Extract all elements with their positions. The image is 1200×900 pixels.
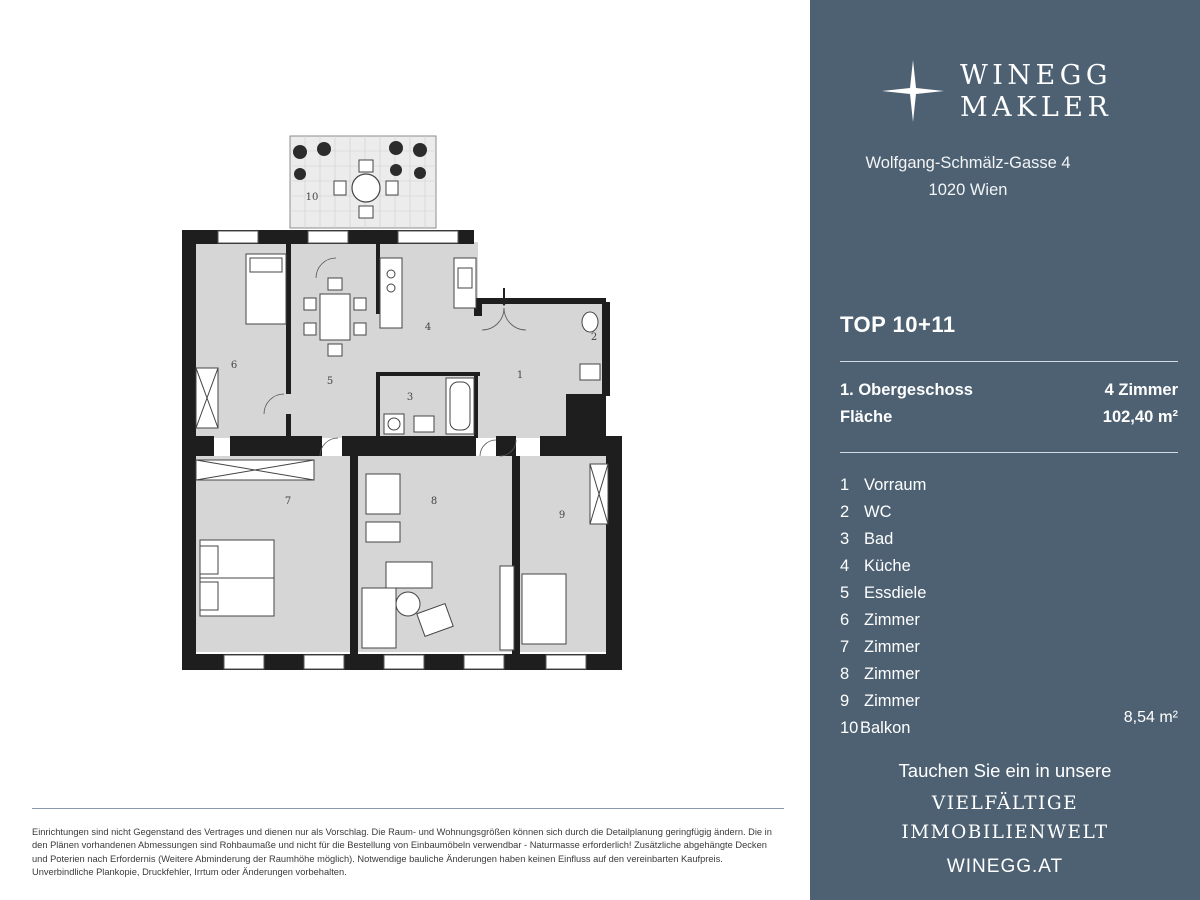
room-number: 5 — [840, 584, 850, 602]
list-item — [840, 709, 1178, 744]
room-name: Zimmer — [864, 692, 920, 710]
property-address — [810, 150, 1126, 204]
area-label: Fläche — [840, 408, 893, 426]
plan-label-8: 8 — [430, 496, 438, 507]
floor-label: 1. Obergeschoss — [840, 381, 973, 399]
info-panel — [810, 0, 1200, 900]
list-item — [840, 582, 1178, 609]
brand-name-line2: MAKLER — [960, 92, 1113, 123]
room-name: Zimmer — [864, 638, 920, 656]
room-number: 2 — [840, 503, 850, 521]
room-number: 1 — [840, 476, 850, 494]
star-icon — [882, 60, 944, 122]
room-list — [840, 474, 1178, 744]
room-name: Essdiele — [864, 584, 927, 602]
room-name: Bad — [864, 530, 894, 548]
address-street: Wolfgang-Schmälz-Gasse 4 — [865, 154, 1071, 172]
promo-headline — [810, 789, 1200, 847]
plan-label-10: 10 — [305, 192, 319, 203]
plan-label-5: 5 — [326, 376, 334, 387]
room-number: 10 — [840, 719, 859, 737]
plan-label-4: 4 — [424, 322, 432, 333]
floor-row — [840, 381, 1178, 400]
divider — [840, 452, 1178, 453]
room-number: 7 — [840, 638, 850, 656]
list-item — [840, 528, 1178, 555]
promo-line: Tauchen Sie ein in unsere — [898, 760, 1112, 781]
list-item — [840, 663, 1178, 690]
plan-label-7: 7 — [284, 496, 292, 507]
website-link[interactable]: WINEGG.AT — [946, 856, 1064, 877]
address-city: 1020 Wien — [928, 181, 1008, 199]
room-name: Küche — [864, 557, 911, 575]
plan-label-3: 3 — [406, 392, 414, 403]
room-name: Zimmer — [864, 611, 920, 629]
promo-headline-line2: IMMOBILIENWELT — [901, 822, 1109, 843]
list-item — [840, 474, 1178, 501]
divider — [840, 361, 1178, 362]
room-name: Zimmer — [864, 665, 920, 683]
footer-divider — [32, 808, 784, 809]
area-row — [840, 408, 1178, 427]
balcony — [290, 136, 436, 228]
list-item — [840, 555, 1178, 582]
promo-headline-line1: VIELFÄLTIGE — [931, 793, 1079, 814]
brand-name-line1: WINEGG — [960, 60, 1112, 91]
area-value: 102,40 m² — [1102, 408, 1178, 426]
plan-label-1: 1 — [516, 370, 524, 381]
floor-plan — [170, 118, 650, 688]
room-number: 6 — [840, 611, 850, 629]
rooms-count: 4 Zimmer — [1104, 381, 1178, 399]
room-number: 3 — [840, 530, 850, 548]
plan-label-9: 9 — [558, 510, 566, 521]
list-item — [840, 609, 1178, 636]
room-number: 9 — [840, 692, 850, 710]
brand-logo — [882, 58, 1142, 128]
list-item — [840, 501, 1178, 528]
balcony-area: 8,54 m² — [1123, 709, 1178, 726]
plan-label-6: 6 — [230, 360, 238, 371]
room-number: 4 — [840, 557, 850, 575]
list-item — [840, 636, 1178, 663]
disclaimer-text: Einrichtungen sind nicht Gegenstand des Vertrages und dienen nur als Vorschlag. Die Raum- und Wohnungsgrößen können sich durch die Detailplanung geringfügig ändern. Die in den Plänen vorhandenen Abmessungen sind Rohbaumaße und nicht für die Bestellung von Einbaumöbeln verwendbar - Naturmasse erforderlich! Zusätzliche abgehängte Decken und Poterien nach Erfordernis (Weitere Abminderung der Raumhöhe möglich). Notwendige bauliche Änderungen haben keinen Einfluss auf den vereinbarten Kaufpreis. Unverbindliche Plankopie, Druckfehler, Irrtum oder Änderungen vorbehalten. — [32, 827, 772, 878]
unit-title: TOP 10+11 — [840, 312, 956, 337]
room-number: 8 — [840, 665, 850, 683]
plan-label-2: 2 — [590, 332, 598, 343]
room-name: Balkon — [860, 719, 911, 737]
room-name: Vorraum — [864, 476, 927, 494]
room-name: WC — [864, 503, 892, 521]
